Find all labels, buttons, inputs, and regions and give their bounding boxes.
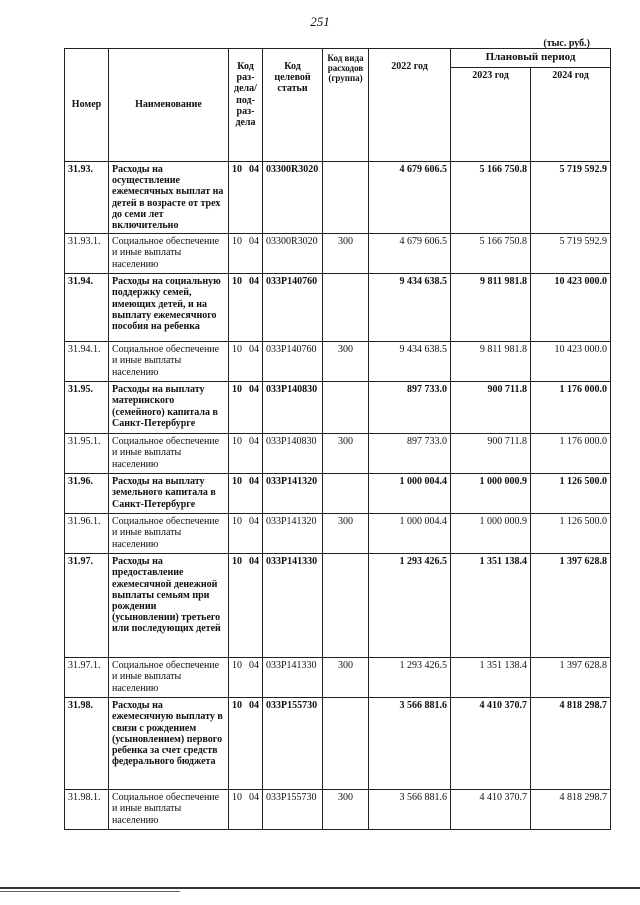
row-expense-type [323, 554, 369, 658]
row-section-code [229, 554, 263, 658]
row-number: 31.97.1. [65, 658, 109, 698]
row-expense-type: 300 [323, 658, 369, 698]
row-value-2023: 4 410 370.7 [451, 790, 531, 830]
row-section-code [229, 474, 263, 514]
row-value-2023: 900 711.8 [451, 434, 531, 474]
row-section: 10 [232, 236, 242, 248]
row-value-2023: 1 000 000.9 [451, 474, 531, 514]
row-value-2022: 1 293 426.5 [369, 658, 451, 698]
row-number: 31.96.1. [65, 514, 109, 554]
row-name: Расходы на осуществление ежемесячных выплат на детей в возрасте от трех до семи лет включительно [109, 162, 229, 234]
row-section: 10 [232, 436, 242, 448]
row-section-code [229, 514, 263, 554]
row-target-code: 033P141330 [263, 658, 323, 698]
row-section: 10 [232, 164, 242, 175]
row-number: 31.93. [65, 162, 109, 234]
row-subsection: 04 [249, 516, 259, 528]
page-number: 251 [310, 14, 330, 29]
header-2024: 2024 год [531, 68, 611, 162]
row-value-2022: 897 733.0 [369, 434, 451, 474]
budget-table [64, 48, 611, 830]
row-name: Расходы на ежемесячную выплату в связи с рождением (усыновлением) первого ребенка за счет средств федерального бюджета [109, 698, 229, 790]
footer-rule-secondary [0, 891, 180, 892]
row-value-2022: 897 733.0 [369, 382, 451, 434]
table-row [65, 658, 611, 698]
row-section: 10 [232, 792, 242, 804]
row-value-2024: 1 397 628.8 [531, 554, 611, 658]
row-target-code: 03300R3020 [263, 162, 323, 234]
row-expense-type [323, 162, 369, 234]
row-target-code: 03300R3020 [263, 234, 323, 274]
row-value-2023: 1 351 138.4 [451, 658, 531, 698]
table-row [65, 342, 611, 382]
row-value-2022: 3 566 881.6 [369, 790, 451, 830]
row-value-2024: 5 719 592.9 [531, 234, 611, 274]
row-value-2022: 1 000 004.4 [369, 514, 451, 554]
row-section-code [229, 434, 263, 474]
row-name: Социальное обеспечение и иные выплаты населению [109, 658, 229, 698]
row-value-2023: 9 811 981.8 [451, 342, 531, 382]
header-section-code: Код раз-дела/ под-раз-дела [229, 49, 263, 162]
row-value-2023: 5 166 750.8 [451, 234, 531, 274]
table-row [65, 790, 611, 830]
row-number: 31.96. [65, 474, 109, 514]
row-section: 10 [232, 276, 242, 288]
row-section-code [229, 790, 263, 830]
row-value-2023: 4 410 370.7 [451, 698, 531, 790]
row-expense-type: 300 [323, 342, 369, 382]
row-section: 10 [232, 476, 242, 488]
row-section: 10 [232, 516, 242, 528]
row-name: Расходы на социальную поддержку семей, имеющих детей, и на выплату ежемесячного пособия на ребенка [109, 274, 229, 342]
row-name: Социальное обеспечение и иные выплаты населению [109, 234, 229, 274]
row-subsection: 04 [249, 792, 259, 804]
header-number: Номер [65, 49, 109, 162]
row-section: 10 [232, 660, 242, 672]
row-name: Расходы на выплату земельного капитала в Санкт-Петербурге [109, 474, 229, 514]
header-target-code: Код целевой статьи [263, 49, 323, 162]
row-value-2022: 1 000 004.4 [369, 474, 451, 514]
row-value-2023: 5 166 750.8 [451, 162, 531, 234]
table-row [65, 382, 611, 434]
row-value-2022: 3 566 881.6 [369, 698, 451, 790]
row-subsection: 04 [249, 700, 259, 712]
row-expense-type [323, 698, 369, 790]
row-value-2024: 4 818 298.7 [531, 698, 611, 790]
table-row [65, 514, 611, 554]
row-target-code: 033P141320 [263, 474, 323, 514]
row-section-code [229, 274, 263, 342]
row-target-code: 033P141330 [263, 554, 323, 658]
row-section-code [229, 382, 263, 434]
footer-rule [0, 887, 640, 889]
row-number: 31.95.1. [65, 434, 109, 474]
row-name: Социальное обеспечение и иные выплаты населению [109, 434, 229, 474]
row-target-code: 033P140830 [263, 434, 323, 474]
row-expense-type [323, 474, 369, 514]
row-subsection: 04 [249, 164, 259, 175]
row-value-2023: 9 811 981.8 [451, 274, 531, 342]
row-target-code: 033P141320 [263, 514, 323, 554]
row-target-code: 033P140760 [263, 274, 323, 342]
row-subsection: 04 [249, 476, 259, 488]
table-row [65, 162, 611, 234]
row-subsection: 04 [249, 556, 259, 568]
row-subsection: 04 [249, 344, 259, 356]
row-number: 31.94.1. [65, 342, 109, 382]
row-subsection: 04 [249, 384, 259, 396]
row-value-2022: 9 434 638.5 [369, 342, 451, 382]
row-value-2024: 1 126 500.0 [531, 474, 611, 514]
row-value-2023: 1 000 000.9 [451, 514, 531, 554]
row-name: Социальное обеспечение и иные выплаты населению [109, 342, 229, 382]
row-value-2024: 10 423 000.0 [531, 274, 611, 342]
header-name: Наименование [109, 49, 229, 162]
row-target-code: 033P155730 [263, 698, 323, 790]
row-name: Социальное обеспечение и иные выплаты населению [109, 790, 229, 830]
row-section-code [229, 698, 263, 790]
row-number: 31.93.1. [65, 234, 109, 274]
row-number: 31.97. [65, 554, 109, 658]
row-name: Социальное обеспечение и иные выплаты населению [109, 514, 229, 554]
row-expense-type: 300 [323, 790, 369, 830]
table-row [65, 274, 611, 342]
row-number: 31.98.1. [65, 790, 109, 830]
row-value-2024: 1 126 500.0 [531, 514, 611, 554]
header-2022: 2022 год [369, 49, 451, 162]
row-expense-type: 300 [323, 514, 369, 554]
row-value-2024: 1 176 000.0 [531, 434, 611, 474]
row-section-code [229, 234, 263, 274]
row-expense-type: 300 [323, 234, 369, 274]
row-subsection: 04 [249, 436, 259, 448]
table-row [65, 698, 611, 790]
row-target-code: 033P155730 [263, 790, 323, 830]
row-section: 10 [232, 344, 242, 356]
row-subsection: 04 [249, 276, 259, 288]
row-value-2022: 4 679 606.5 [369, 234, 451, 274]
row-subsection: 04 [249, 660, 259, 672]
row-section: 10 [232, 556, 242, 568]
row-value-2022: 4 679 606.5 [369, 162, 451, 234]
row-value-2024: 1 397 628.8 [531, 658, 611, 698]
row-value-2022: 9 434 638.5 [369, 274, 451, 342]
row-expense-type [323, 274, 369, 342]
table-row [65, 234, 611, 274]
row-target-code: 033P140830 [263, 382, 323, 434]
header-plan-period: Плановый период [451, 49, 611, 68]
table-row [65, 434, 611, 474]
row-section-code [229, 658, 263, 698]
row-value-2022: 1 293 426.5 [369, 554, 451, 658]
row-section-code [229, 162, 263, 234]
row-expense-type: 300 [323, 434, 369, 474]
row-value-2023: 900 711.8 [451, 382, 531, 434]
row-value-2023: 1 351 138.4 [451, 554, 531, 658]
row-target-code: 033P140760 [263, 342, 323, 382]
table-row [65, 554, 611, 658]
row-section: 10 [232, 700, 242, 712]
row-value-2024: 5 719 592.9 [531, 162, 611, 234]
row-number: 31.94. [65, 274, 109, 342]
row-expense-type [323, 382, 369, 434]
row-value-2024: 10 423 000.0 [531, 342, 611, 382]
row-subsection: 04 [249, 236, 259, 248]
row-section-code [229, 342, 263, 382]
row-number: 31.98. [65, 698, 109, 790]
header-expense-type: Код вида расходов (группа) [323, 49, 369, 162]
row-name: Расходы на предоставление ежемесячной денежной выплаты семьям при рождении (усыновлении) третьего или последующих детей [109, 554, 229, 658]
row-number: 31.95. [65, 382, 109, 434]
row-value-2024: 1 176 000.0 [531, 382, 611, 434]
row-section: 10 [232, 384, 242, 396]
row-value-2024: 4 818 298.7 [531, 790, 611, 830]
row-name: Расходы на выплату материнского (семейного) капитала в Санкт-Петербурге [109, 382, 229, 434]
table-row [65, 474, 611, 514]
header-2023: 2023 год [451, 68, 531, 162]
units-label: (тыс. руб.) [543, 38, 590, 49]
